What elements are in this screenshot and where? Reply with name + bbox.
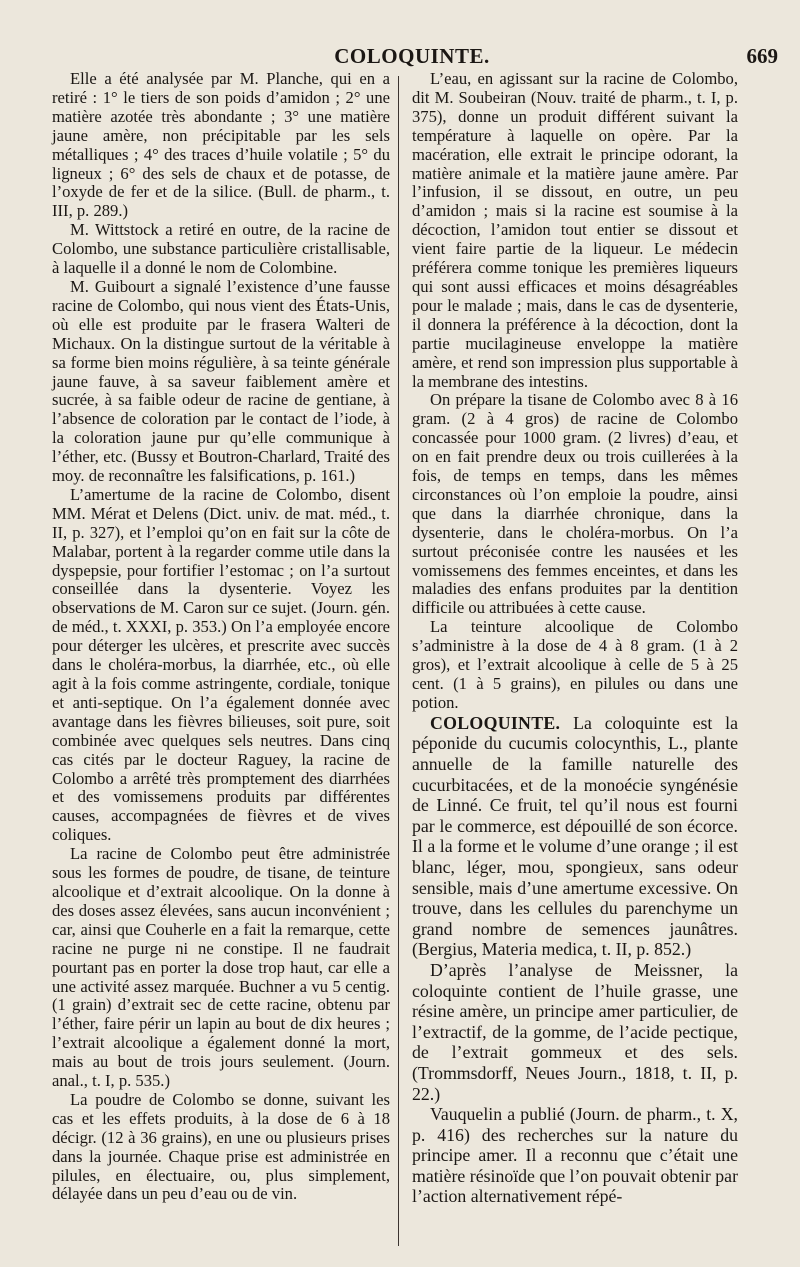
right-column	[412, 70, 738, 1207]
entry-paragraph-description: La coloquinte est la péponide du cucumis colocynthis, L., plante annuelle de la famille naturelle des cucurbitacées, et de la monoécie syngénésie de Linné. Ce fruit, tel qu’il nous est fourni par le commerce, est dépouillé de son écorce. Il a la forme et le volume d’une orange ; il est blanc, léger, mou, spongieux, sans odeur sensible, mais d’une amertume excessive. On trouve, dans les cellules du parenchyme un grand nombre de semences jaunâtres. (Bergius, Materia medica, t. II, p. 852.)	[412, 712, 739, 960]
paragraph-teinture: La teinture alcoolique de Colombo s’administre à la dose de 4 à 8 gram. (1 à 2 gros), et l’extrait alcoolique à celle de 5 à 25 cent. (1 à 5 grains), en pilules ou dans une potion.	[412, 617, 738, 712]
paragraph-tisane: On prépare la tisane de Colombo avec 8 à 16 gram. (2 à 4 gros) de racine de Colombo concassée pour 1000 gram. (2 livres) d’eau, et on en fait prendre deux ou trois cuillerées à la fois, de temps en temps, dans les mêmes circonstances où l’on emploie la poudre, ainsi que dans la diarrhée chronique, dans la dysenterie, dans le choléra-morbus. On l’a surtout préconisée contre les nausées et les vomissemens des femmes enceintes, et dans les maladies des enfans produites par la dentition difficile ou attribuées à cette cause.	[412, 390, 738, 618]
paragraph-administration: La racine de Colombo peut être administrée sous les formes de poudre, de tisane, de teinture alcoolique et d’extrait alcoolique. On la donne à des doses assez élevées, sans aucun inconvénient ; car, ainsi que Couherle en a fait la remarque, cette racine ne purge ni ne constipe. Il ne faudrait pourtant pas en porter la dose trop haut, car elle a une activité assez marquée. Buchner a vu 5 centig. (1 grain) d’extrait sec de cette racine, obtenu par l’éther, faire périr un lapin au bout de dix heures ; l’extrait alcoolique a également donné la mort, mais au bout de trois jours seulement. (Journ. anal., t. I, p. 535.)	[52, 844, 390, 1091]
entry-paragraph-vauquelin: Vauquelin a publié (Journ. de pharm., t. X, p. 416) des recherches sur la nature du principe amer. Il a reconnu que c’était une matière résinoïde que l’on pouvait obtenir par l’action alternativement répé-	[412, 1104, 738, 1207]
paragraph-analyse-planche: Elle a été analysée par M. Planche, qui en a retiré : 1° le tiers de son poids d’amidon ; 2° une matière azotée très abondante ; 3° une matière jaune amère, non précipitable par les sels métalliques ; 4° des traces d’huile volatile ; 5° du ligneux ; 6° des sels de chaux et de potasse, de l’oxyde de fer et de la silice. (Bull. de pharm., t. III, p. 289.)	[52, 69, 390, 221]
running-title: COLOQUINTE.	[334, 44, 490, 68]
entry-first-paragraph	[412, 713, 738, 960]
page-header	[46, 44, 778, 68]
column-divider	[398, 76, 399, 1246]
paragraph-eau: L’eau, en agissant sur la racine de Colombo, dit M. Soubeiran (Nouv. traité de pharm., t. I, p. 375), donne un produit différent suivant la température à laquelle on opère. Par la macération, elle extrait le principe odorant, la matière animale et la matière jaune amère. Par l’infusion, il se dissout, en outre, un peu d’amidon ; mais si la racine est soumise à la décoction, l’amidon tout entier se dissout et vient faire partie de la liqueur. Le médecin préférera comme tonique les premières liqueurs qui sont aussi efficaces et moins désagréables pour le malade ; mais, dans le cas de dysenterie, il donnera la préférence à la décoction, dont la partie mucilagineuse enveloppe la matière amère, et rend son impression plus supportable à la membrane des intestins.	[412, 69, 738, 391]
paragraph-poudre: La poudre de Colombo se donne, suivant les cas et les effets produits, à la dose de 6 à 18 décigr. (12 à 36 grains), en une ou plusieurs prises dans la journée. Chaque prise est administrée en pilules, en électuaire, ou, plus simplement, délayée dans un peu d’eau ou de vin.	[52, 1089, 390, 1204]
left-column	[52, 70, 390, 1204]
entry-headword: COLOQUINTE.	[430, 712, 561, 733]
paragraph-fausse-racine: M. Guibourt a signalé l’existence d’une fausse racine de Colombo, qui nous vient des États-Unis, où elle est produite par le frasera Walteri de Michaux. On la distingue surtout de la véritable à sa forme bien moins régulière, à sa teinte générale jaune fauve, à sa saveur faiblement amère et sucrée, à sa faible odeur de racine de gentiane, à l’absence de coloration par le contact de l’iode, à la coloration jaune pur qu’elle communique à l’éther, etc. (Bussy et Boutron-Charlard, Traité des moy. de reconnaître les falsifications, p. 161.)	[52, 276, 390, 486]
entry-coloquinte	[412, 713, 738, 1207]
page-number: 669	[746, 44, 778, 68]
entry-paragraph-meissner: D’après l’analyse de Meissner, la coloquinte contient de l’huile grasse, une résine amère, un principe amer particulier, de l’extractif, de la gomme, de l’acide pectique, de l’extrait gommeux et des sels. (Trommsdorff, Neues Journ., 1818, t. II, p. 22.)	[412, 959, 738, 1104]
paragraph-amertume: L’amertume de la racine de Colombo, disent MM. Mérat et Delens (Dict. univ. de mat. méd., t. II, p. 327), et l’emploi qu’on en fait sur la côte de Malabar, portent à la regarder comme utile dans la dyspepsie, pour fortifier l’estomac ; on l’a surtout conseillée dans la dysenterie. Voyez les observations de M. Caron sur ce sujet. (Journ. gén. de méd., t. XXXI, p. 353.) On l’a employée encore pour déterger les ulcères, et prescrite avec succès dans le choléra-morbus, la diarrhée, etc., où elle agit à la fois comme astringente, cordiale, tonique et anti-septique. On l’a également donnée avec avantage dans les fièvres bilieuses, soit pure, soit combinée avec quelques sels neutres. Dans cinq cas cités par le docteur Raguey, la racine de Colombo a arrêté très promptement des diarrhées et des vomissemens produits par différentes causes, accompagnées de fièvres et de vives coliques.	[52, 484, 390, 845]
paragraph-colombine: M. Wittstock a retiré en outre, de la racine de Colombo, une substance particulière cristallisable, à laquelle il a donné le nom de Colombine.	[52, 220, 390, 278]
